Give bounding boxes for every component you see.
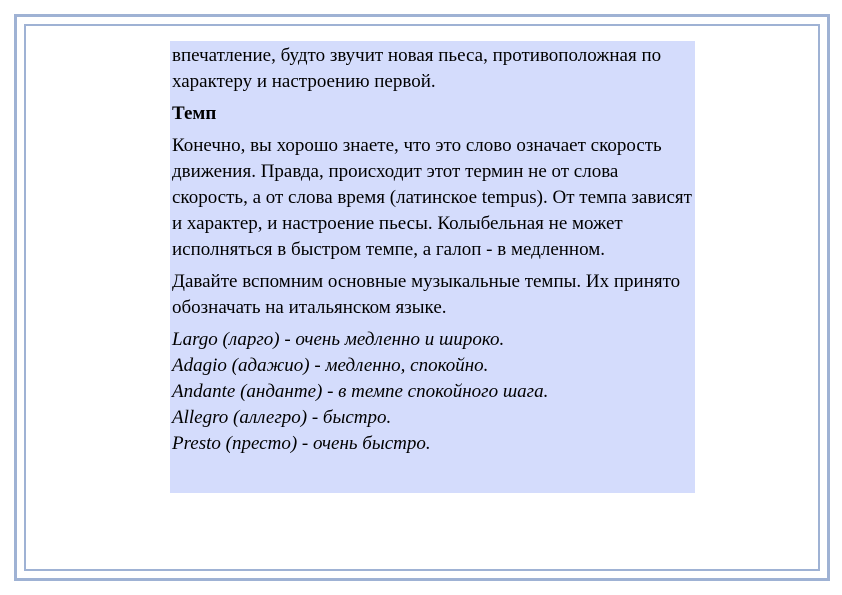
tempo-item-adagio: Adagio (адажио) - медленно, спокойно. — [172, 355, 489, 376]
section-heading: Темп — [172, 103, 217, 124]
tempo-intro-paragraph: Давайте вспомним основные музыкальные темпы. Их принято обозначать на итальянском языке. — [172, 271, 681, 318]
tempo-explanation-paragraph: Конечно, вы хорошо знаете, что это слово означает скорость движения. Правда, происходит этот термин не от слова скорость, а от слова время (латинское tempus). От темпа зависят и характер, и настроение пьесы. Колыбельная не может исполняться в быстром темпе, а галоп - в медленном. — [172, 135, 692, 260]
tempo-item-allegro: Allegro (аллегро) - быстро. — [172, 407, 392, 428]
tempo-item-largo: Largo (ларго) - очень медленно и широко. — [172, 329, 505, 350]
intro-paragraph: впечатление, будто звучит новая пьеса, противоположная по характеру и настроению первой. — [172, 45, 662, 92]
tempo-item-andante: Andante (анданте) - в темпе спокойного шага. — [172, 381, 549, 402]
text-box — [170, 41, 695, 493]
tempo-list — [172, 327, 695, 457]
tempo-item-presto: Presto (престо) - очень быстро. — [172, 433, 431, 454]
